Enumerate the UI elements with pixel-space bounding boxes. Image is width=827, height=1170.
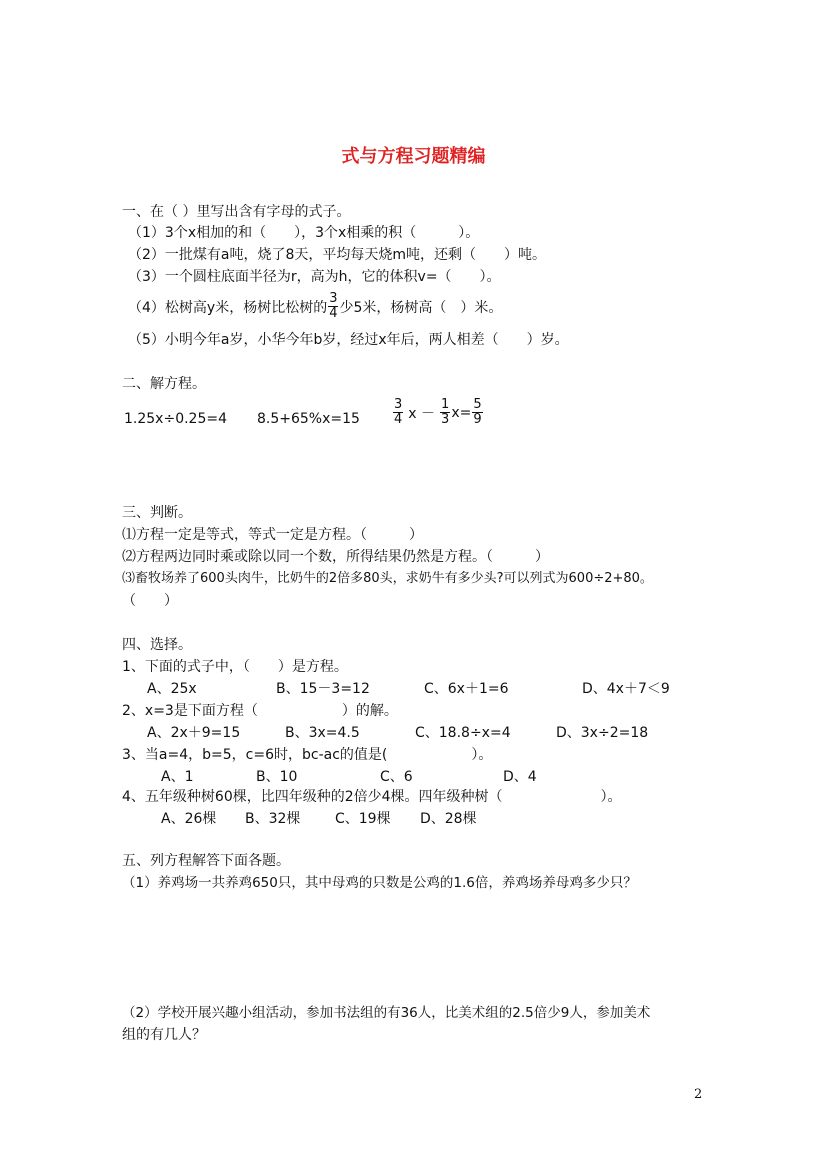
choice-2-option-c: C、18.8÷x=4 (415, 725, 511, 741)
q4-fraction-denominator: 4 (329, 306, 338, 321)
section1-question-2: （2）一批煤有a吨，烧了8天，平均每天烧m吨，还剩（ ）吨。 (128, 247, 547, 263)
choice-3-option-c: C、6 (380, 769, 413, 785)
equation-3 (392, 398, 484, 427)
section1-question-4 (128, 292, 502, 321)
section1-question-5: （5）小明今年a岁，小华今年b岁，经过x年后，两人相差（ ）岁。 (128, 332, 569, 348)
section3-question-2: ⑵方程两边同时乘或除以同一个数，所得结果仍然是方程。（ ） (122, 549, 549, 565)
section3-question-3-paren: （ ） (122, 593, 178, 609)
q4-text-pre: （4）松树高y米，杨树比松树的 (128, 299, 328, 316)
section1-heading: 一、在（ ）里写出含有字母的式子。 (122, 204, 351, 220)
section5-question-2-line2: 组的有几人？ (122, 1027, 206, 1043)
choice-4-option-b: B、32棵 (245, 811, 301, 827)
eq3-middle: x － (408, 405, 436, 422)
choice-question-3: 3、当a=4，b=5，c=6时，bc-ac的值是( ）。 (122, 747, 493, 763)
section1-question-3: （3）一个圆柱底面半径为r，高为h，它的体积v=（ ）。 (128, 269, 501, 285)
choice-question-1: 1、下面的式子中，（ ）是方程。 (122, 659, 348, 675)
eq3-fraction-b-numerator: 1 (441, 397, 450, 412)
choice-4-option-d: D、28棵 (420, 811, 477, 827)
choice-2-option-a: A、2x＋9=15 (147, 725, 241, 741)
section3-question-3: ⑶畜牧场养了600头肉牛，比奶牛的2倍多80头，求奶牛有多少头?可以列式为600÷2+80。 (122, 571, 653, 586)
page-title: 式与方程习题精编 (341, 146, 486, 167)
equation-2: 8.5+65%x=15 (257, 411, 360, 427)
section5-question-1: （1）养鸡场一共养鸡650只，其中母鸡的只数是公鸡的1.6倍，养鸡场养母鸡多少只？ (122, 875, 637, 891)
choice-2-option-b: B、3x=4.5 (285, 725, 360, 741)
section4-heading: 四、选择。 (122, 637, 192, 653)
section1-question-1: （1）3个x相加的和（ ），3个x相乘的积（ ）。 (128, 225, 480, 241)
q4-text-post: 少5米，杨树高（ ）米。 (339, 299, 503, 316)
eq3-fraction-a-denominator: 4 (394, 412, 403, 427)
choice-1-option-b: B、15－3=12 (276, 681, 370, 697)
choice-1-option-d: D、4x＋7＜9 (582, 681, 670, 697)
eq3-fraction-a-numerator: 3 (394, 397, 403, 412)
choice-2-option-d: D、3x÷2=18 (556, 725, 649, 741)
eq3-fraction-c (472, 398, 482, 427)
choice-3-option-a: A、1 (161, 769, 194, 785)
choice-3-option-d: D、4 (503, 769, 537, 785)
choice-question-2: 2、x=3是下面方程（ ）的解。 (122, 703, 398, 719)
q4-fraction (328, 292, 338, 321)
eq3-fraction-b (440, 398, 450, 427)
eq3-fraction-b-denominator: 3 (441, 412, 450, 427)
section3-heading: 三、判断。 (122, 505, 192, 521)
choice-4-option-c: C、19棵 (335, 811, 391, 827)
equation-1: 1.25x÷0.25=4 (124, 411, 227, 427)
choice-4-option-a: A、26棵 (161, 811, 217, 827)
eq3-fraction-a (393, 398, 403, 427)
eq3-fraction-c-denominator: 9 (473, 412, 482, 427)
section5-question-2-line1: （2）学校开展兴趣小组活动，参加书法组的有36人，比美术组的2.5倍少9人，参加美术 (122, 1005, 651, 1021)
choice-3-option-b: B、10 (256, 769, 298, 785)
eq3-x-equals: x= (451, 404, 472, 421)
page-number: 2 (694, 1087, 703, 1102)
eq3-fraction-c-numerator: 5 (473, 397, 482, 412)
choice-1-option-c: C、6x＋1=6 (424, 681, 509, 697)
choice-1-option-a: A、25x (147, 681, 197, 697)
section2-heading: 二、解方程。 (122, 376, 206, 392)
choice-question-4: 4、五年级种树60棵，比四年级种的2倍少4棵。四年级种树（ ）。 (122, 789, 622, 805)
section5-heading: 五、列方程解答下面各题。 (122, 853, 290, 869)
section3-question-1: ⑴方程一定是等式，等式一定是方程。（ ） (122, 527, 423, 543)
q4-fraction-numerator: 3 (329, 291, 338, 306)
